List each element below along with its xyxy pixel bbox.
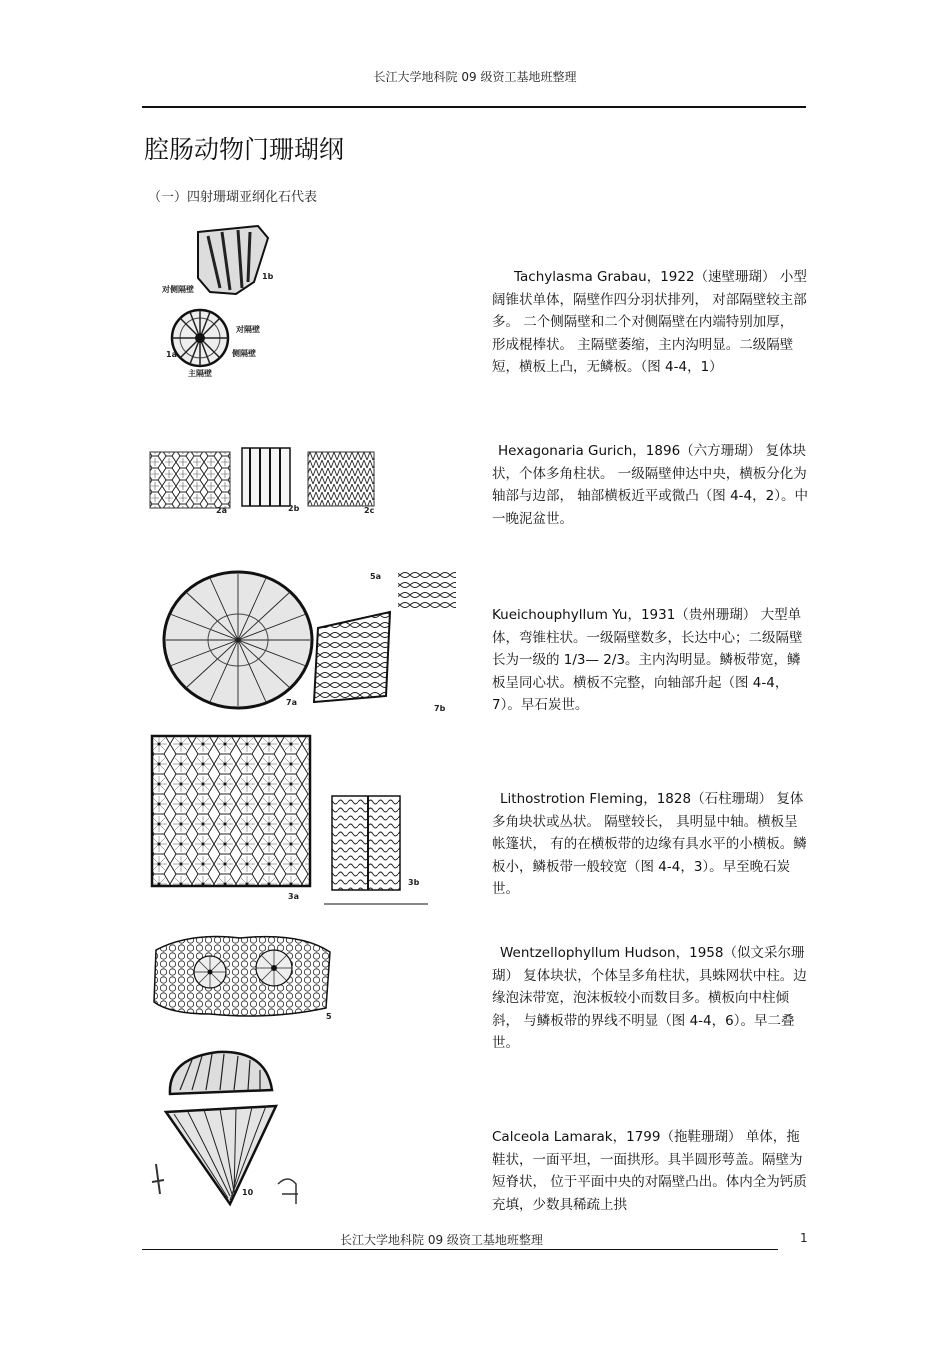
fig7-label-7b: 7b [434,704,446,713]
page-header: 长江大学地科院 09 级资工基地班整理 [373,70,577,84]
fig1-label-1b: 1b [262,272,274,281]
figure-wentzellophyllum [150,928,350,1024]
fig1-label-counter: 对隔壁 [236,325,260,334]
hexagonaria-drawing [148,444,398,522]
wentzellophyllum-drawing [150,928,350,1024]
fig1-label-main: 主隔壁 [188,369,212,378]
entry-hexagonaria: Hexagonaria Gurich，1896（六方珊瑚） 复体块状，个体多角柱状。 一级隔壁伸达中央，横板分化为轴部与边部， 轴部横板近平或微凸（图 4-4，2）。中一晚泥盆世。 [492,443,808,527]
page-title: 腔肠动物门珊瑚纲 [144,135,345,164]
page-footer: 长江大学地科院 09 级资工基地班整理 [340,1233,543,1247]
fig3-label-3a: 3a [288,892,299,901]
fig1-label-counter-lateral: 对侧隔壁 [162,285,194,294]
fig2-label-2b: 2b [288,504,300,513]
fig1-label-lateral: 侧隔壁 [232,349,256,358]
entry-wentzellophyllum: Wentzellophyllum Hudson，1958（似文采尔珊瑚） 复体块状，个体呈多角柱状，具蛛网状中柱。边缘泡沫带宽，泡沫板较小而数目多。横板向中柱倾斜， 与鳞板带的界线不明显（图 4-4，6）。早二叠世。 [492,945,807,1051]
entry-lithostrotion: Lithostrotion Fleming，1828（石柱珊瑚） 复体多角块状或丛状。 隔壁较长， 具明显中轴。横板呈帐篷状， 有的在横板带的边缘有具水平的小横板。鳞板小，鳞板带一般较宽（图 4-4，3）。早至晚石炭世。 [492,791,807,897]
kueichouphyllum-drawing [150,570,460,716]
calceola-drawing [148,1044,308,1210]
fig6-label-5: 5 [326,1012,332,1021]
figure-kueichouphyllum [150,570,460,716]
page-number: 1 [800,1231,808,1245]
lithostrotion-drawing [148,734,438,906]
fig3-label-3b: 3b [408,878,420,887]
figure-calceola [148,1044,308,1210]
fig2-label-2c: 2c [364,506,375,515]
figure-lithostrotion [148,734,438,906]
footer-divider [142,1249,778,1250]
fig1-label-1a: 1a [166,350,177,359]
fig2-label-2a: 2a [216,506,227,515]
fig10-label-10: 10 [242,1188,254,1197]
entry-tachylasma: Tachylasma Grabau，1922（速壁珊瑚） 小型阔锥状单体，隔壁作四分羽状排列， 对部隔壁较主部多。 二个侧隔壁和二个对侧隔壁在内端特别加厚， 形成棍棒状。 主隔壁萎缩，主内沟明显。二级隔壁短，横板上凸，无鳞板。（图 4-4，1） [492,269,807,375]
section-subtitle: （一）四射珊瑚亚纲化石代表 [148,190,318,205]
entry-calceola: Calceola Lamarak，1799（拖鞋珊瑚） 单体，拖鞋状，一面平坦，一面拱形。具半圆形萼盖。隔壁为短脊状， 位于平面中央的对隔壁凸出。体内全为钙质充填，少数具稀疏上拱 [492,1129,807,1213]
figure-hexagonaria [148,444,398,522]
entry-kueichouphyllum: Kueichouphyllum Yu，1931（贵州珊瑚） 大型单体，弯锥柱状。一级隔壁数多，长达中心；二级隔壁长为一级的 1/3— 2/3。主内沟明显。鳞板带宽，鳞板呈同心状。横板不完整，向轴部升起（图 4-4，7）。早石炭世。 [492,607,803,713]
header-divider [142,106,806,108]
figure-tachylasma [150,222,300,382]
fig7-label-5a: 5a [370,572,381,581]
fig7-label-7a: 7a [286,698,297,707]
